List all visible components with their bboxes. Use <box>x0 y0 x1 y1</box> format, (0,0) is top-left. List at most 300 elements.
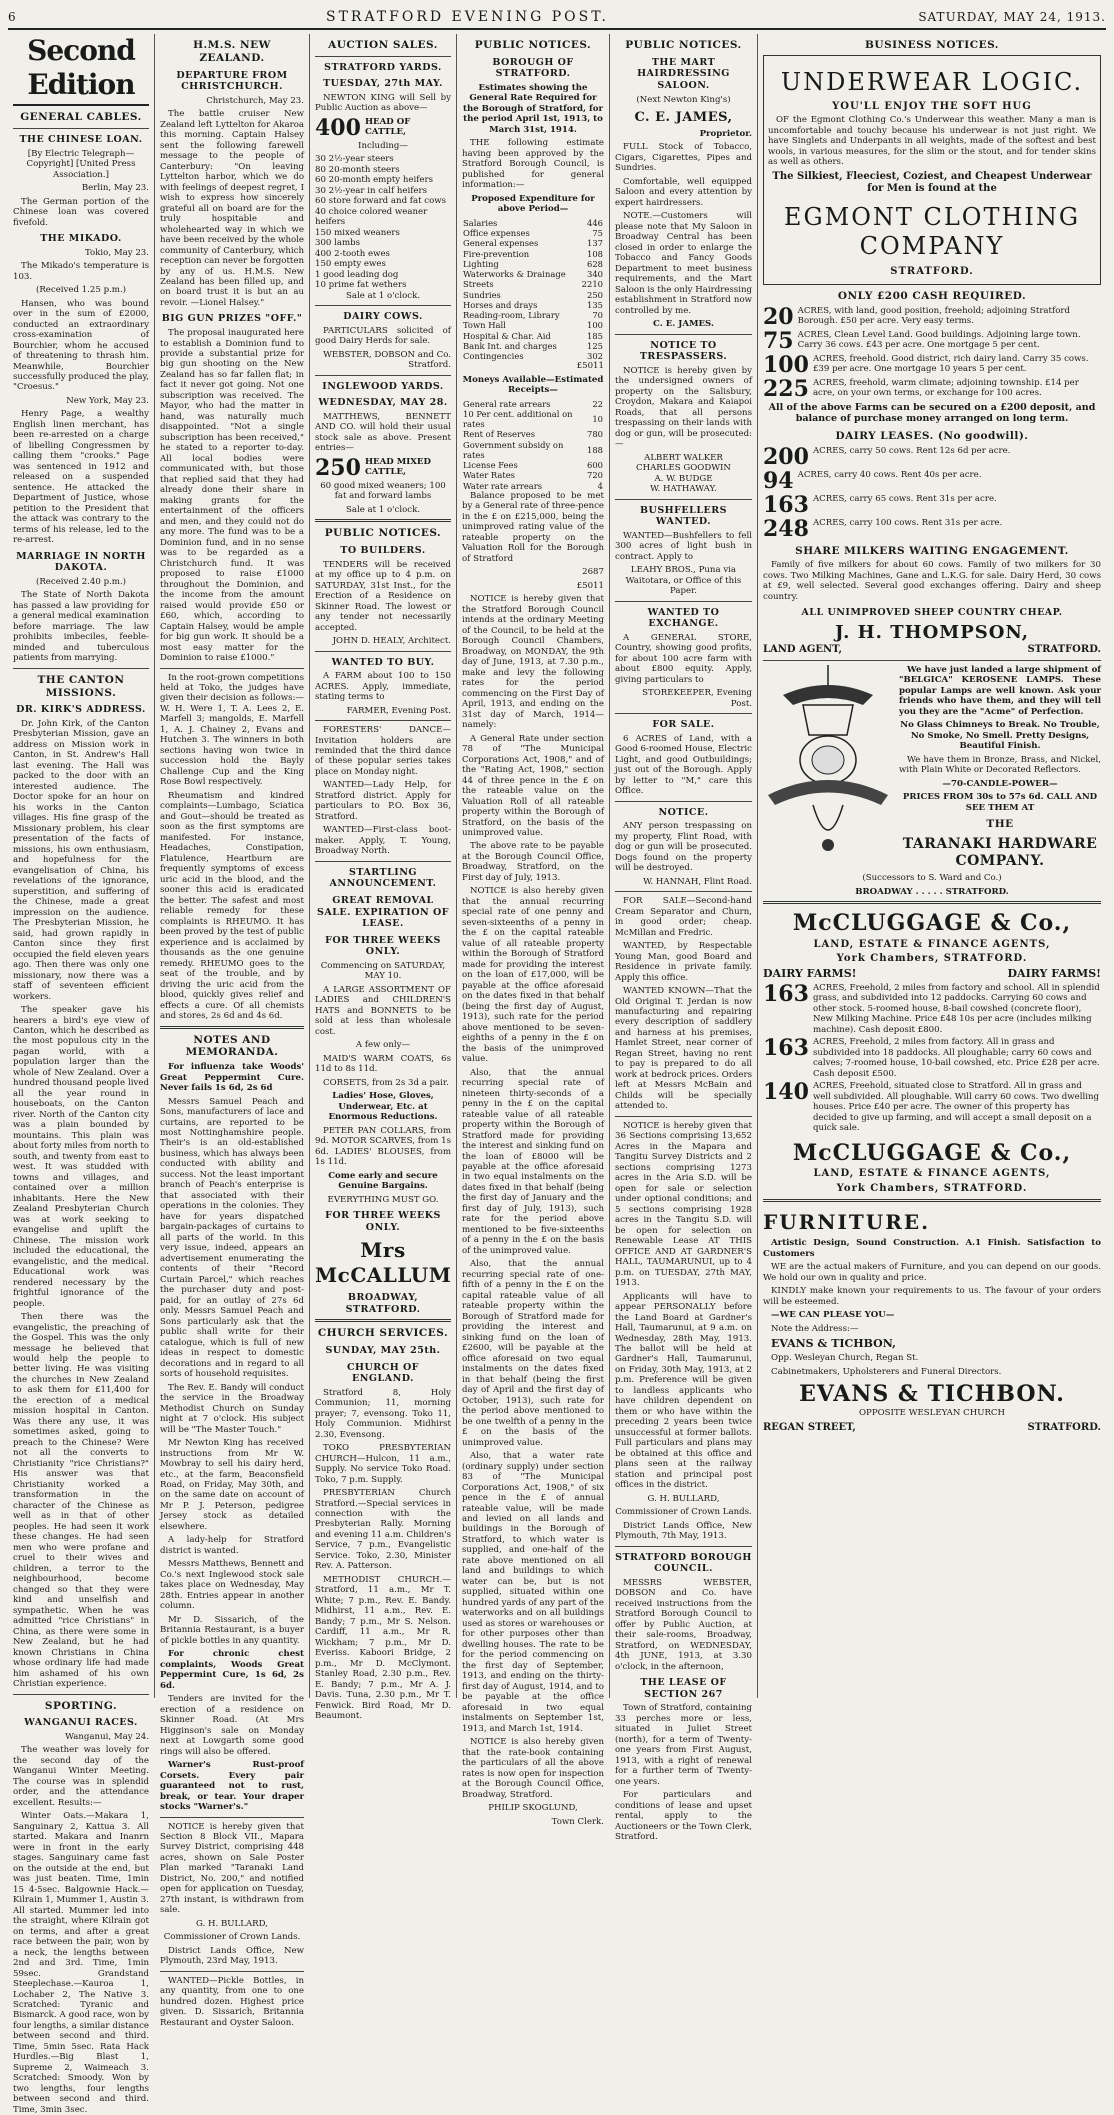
mccluggage-farms <box>763 980 1101 1134</box>
only-cash-heading: ONLY £200 CASH REQUIRED. <box>837 289 1027 302</box>
starting-heading: STARTLING ANNOUNCEMENT. <box>329 866 437 890</box>
receipts-table <box>462 399 604 491</box>
listing-text: ACRES, Freehold, situated close to Stratford. All in grass and well subdivided. All ploughable. Will carry 60 cows. Two dwelling houses. Price £40 per acre. The owner of this property has decided to give up farming, and will accept a small deposit on a quick sale. <box>812 1081 1100 1134</box>
dairy-farms-right: DAIRY FARMS! <box>1007 967 1101 981</box>
yards-heading: STRATFORD YARDS. <box>324 61 442 73</box>
row-amount: 302 <box>587 351 603 362</box>
balance-value: 2687 <box>582 567 604 578</box>
public-notices-heading-2: PUBLIC NOTICES. <box>474 39 592 51</box>
row-amount: 185 <box>587 330 603 341</box>
hms-text: The battle cruiser New Zealand left Lyttelton for Akaroa this morning. Captain Halsey sent the following farewell message to the people of Canterbury: "On leaving Lyttelton harbor, which we do with feelings of deepest regret, I wish to express how sincerely grateful all on board are for the truly hospitable and wholehearted way in which we have been received by the whole community of Canterbury, which reception can never be forgotten by any of us. H.M.S. New Zealand has been filled up, and on board trust it is but an au revoir. —Lionel Halsey." <box>160 109 304 308</box>
thompson-location: STRATFORD. <box>1027 643 1101 655</box>
notes-p3: The Rev. E. Bandy will conduct the service in the Broadway Methodist Church on Sunday night at 7 o'clock. His subject will be "The Master Touch." <box>160 1382 304 1435</box>
mccallum-name: Mrs McCALLUM <box>315 1238 452 1287</box>
separator-ad: FOR SALE—Second-hand Cream Separator and Churn, in good order; cheap. McMillan and Fredric. <box>615 896 752 938</box>
row-amount: 628 <box>587 258 603 269</box>
all-unimproved: ALL UNIMPROVED SHEEP COUNTRY CHEAP. <box>801 607 1063 619</box>
sections-notice: NOTICE is hereby given that 36 Sections comprising 13,652 Acres in the Mapara and Tangitu Survey Districts and 2 sections comprising 1273 acres in the Aria S.D. will be open for sale or selection under optional conditions; and 5 sections comprising 1928 acres in the Tangitu S.D. will be open for selection on Renewable Lease AT THIS OFFICE AND AT GARDNER'S HALL, TAUMARUNUI, up to 4 p.m. on TUESDAY, 27th MAY, 1913. <box>615 1120 752 1289</box>
dairy-farms-left: DAIRY FARMS! <box>763 967 857 981</box>
including-label: Including— <box>358 140 408 151</box>
mccluggage-sub-2: LAND, ESTATE & FINANCE AGENTS, <box>813 1168 1051 1180</box>
comfortable: Comfortable, well equipped Saloon and every attention by expert hairdressers. <box>615 176 752 208</box>
owner-name: A. W. BUDGE <box>654 473 713 484</box>
table-row <box>462 460 604 470</box>
builders-heading: TO BUILDERS. <box>340 545 426 557</box>
stock-item: 1 good leading dog <box>315 269 399 280</box>
bushfellers-heading: BUSHFELLERS WANTED. <box>640 504 727 528</box>
row-label: General expenses <box>463 238 539 249</box>
storekeeper-sig: STOREKEEPER, Evening Post. <box>642 688 752 709</box>
opp-wesleyan: Opp. Wesleyan Church, Regan St. <box>771 1353 919 1364</box>
auction-heading: AUCTION SALES. <box>328 39 438 51</box>
masthead <box>8 6 1106 30</box>
artistic: Artistic Design, Sound Construction. A.1 Finish. Satisfaction to Customers <box>763 1238 1101 1259</box>
notice-text: ANY person trespassing on my property, Flint Road, with dog or gun will be prosecuted. Dogs found on the property will be destroyed. <box>615 821 752 874</box>
leases-list <box>763 443 1101 542</box>
table-row <box>462 481 604 491</box>
dairy-cows-heading: DAIRY COWS. <box>343 311 423 323</box>
notice-p7: Also, that a water rate (ordinary supply) under section 83 of "The Municipal Corporations Act, 1908," of six pence in the £ of annual rateable value, will be made and levied on all lands and buildings in the Borough of Stratford, to which water is supplied, and one-half of the rate above mentioned on all land and buildings to which water can be, but is not supplied, situated within one hundred yards of any part of the waterworks and on all buildings used as stores or warehouses or for other purposes other than dwelling houses. The rate to be for the period commencing on the first day of September, 1913, and ending on the thirty-first day of August, 1914, and to be payable at the office aforesaid in two equal instalments on September 1st, 1913, and March 1st, 1914. <box>462 1451 604 1734</box>
candle-power: —70-CANDLE-POWER— <box>942 778 1058 789</box>
presb-text: PRESBYTERIAN Church Stratford.—Special services in connection with the Presbyterian Rally. Morning and evening 11 a.m. Children's Service, 7 p.m., Evangelistic Service. Toko, 2.30, Minister Rev. A. Patterson. <box>315 1488 451 1572</box>
mccluggage-name: McCLUGGAGE & Co., <box>792 910 1072 937</box>
row-label: Bank Int. and charges <box>463 340 557 351</box>
underwear-title: UNDERWEAR LOGIC. <box>780 67 1084 96</box>
table-row <box>462 341 604 351</box>
farms-list <box>763 303 1101 402</box>
row-amount: 100 <box>587 320 603 331</box>
exp-total: £5011 <box>576 361 604 372</box>
row-label: Water Rates <box>463 470 515 481</box>
young-man-ad: WANTED, by Respectable Young Man, good Board and Residence in private family. Apply this office. <box>615 941 752 983</box>
notes-p1: For influenza take Woods' Great Peppermint Cure. Never fails 1s 6d, 2s 6d <box>160 1062 304 1094</box>
show-text: In the root-grown competitions held at Toko, the judges have given their decision as follows:—W. H. Were 1, T. A. Lees 2, E. Marfell 3; mangolds, E. Marfell 1, A. J. Chainey 2, Evans and Hutchen 3. The winners in both sections having won twice in succession hold the Bayly Challenge Cup and the King Rose Bowl respectively. <box>160 672 304 788</box>
table-row <box>462 279 604 289</box>
column-1 <box>8 34 155 2115</box>
town-clerk: Town Clerk. <box>551 1816 604 1827</box>
egmont-ad <box>763 55 1101 285</box>
withdrawal-sig: G. H. BULLARD, <box>196 1918 268 1929</box>
hms-subheading: DEPARTURE FROM CHRISTCHURCH. <box>176 69 288 93</box>
table-row <box>462 409 604 430</box>
row-label: Horses and drays <box>463 299 538 310</box>
following-text: THE following estimate having been approved by the Stratford Borough Council, is published for general information:— <box>462 138 604 191</box>
table-row <box>462 429 604 439</box>
lease-heading: THE LEASE OF SECTION 267 <box>640 1677 727 1700</box>
listing-text: ACRES, carry 50 cows. Rent 12s 6d per acre. <box>812 445 1011 456</box>
successors: (Successors to S. Ward and Co.) <box>862 873 1002 884</box>
acreage: 163 <box>763 1035 809 1062</box>
farmer-sig: FARMER, Evening Post. <box>346 705 451 716</box>
hannah-sig: W. HANNAH, Flint Road. <box>643 876 752 887</box>
listing-text: ACRES, Freehold, 2 miles from factory and school. All in splendid grass, and subdivided into 12 paddocks. Carrying 60 cows and other stock. 5-roomed house, 8-bail cowshed (concrete floor), New Milking Machine. Price £48 10s per acre (includes milking machine). Cash deposit £800. <box>812 982 1100 1035</box>
kirk-para-2: The speaker gave his hearers a bird's eye view of Canton, which he described as the most populous city in the pagan world, with a population larger than the whole of New Zealand. Over a hundred thousand people lived all the year round in houseboats, on the Canton river. North of the Canton city was a plain bounded by mountains. This plain was about forty miles from north to south, and twenty from east to west. It was studded with towns and villages, and contained over a million inhabitants. Here the New Zealand Presbyterian Church was at work seeking to evangelise and uplift the Chinese. The mission work included the educational, the evangelistic, and the medical. Educational work was rendered necessary by the frightful ignorance of the people. <box>13 1005 149 1309</box>
table-row <box>462 440 604 461</box>
commencing: Commencing on SATURDAY, MAY 10. <box>320 960 446 982</box>
notice-p3: The above rate to be payable at the Borough Council Office, Broadway, Stratford, on the First day of July, 1913. <box>462 841 604 883</box>
acreage: 163 <box>763 491 809 518</box>
dairy-cows-text: PARTICULARS solicited of good Dairy Herds for sale. <box>315 325 451 347</box>
stock-item: 60 store forward and fat cows <box>315 196 447 207</box>
acreage: 94 <box>763 467 794 494</box>
meth-text: METHODIST CHURCH.—Stratford, 11 a.m., Mr T. White; 7 p.m., Rev. E. Bandy. Midhirst, 11 a.m., Rev. E. Bandy; 7 p.m., Mr S. Nelson. Cardiff, 11 a.m., Mr R. Wickham; 7 p.m., Mr D. Everiss. Kaboori Bridge, 2 p.m., Mr D. McClymont. Stanley Road, 2.30 p.m., Rev. E. Bandy; 7 p.m., Mr A. J. Davis. Tuna, 2.30 p.m., Mr T. Fenwick. Bird Road, Mr D. Beaumont. <box>315 1574 451 1722</box>
stock-item: 30 2½-year in calf heifers <box>315 185 428 196</box>
foresters-ad: FORESTERS' DANCE—Invitation holders are reminded that the third dance of these popular series takes place on Monday night. <box>315 725 451 777</box>
we-can-please: —WE CAN PLEASE YOU— <box>771 1310 895 1321</box>
table-row <box>462 218 604 228</box>
james-name: C. E. JAMES, <box>634 110 733 126</box>
withdrawal-sig-3: District Lands Office, New Plymouth, 23rd May, 1913. <box>160 1945 304 1967</box>
table-row <box>462 249 604 259</box>
column-6 <box>758 34 1106 1698</box>
lease-text-2: For particulars and conditions of lease and upset rental, apply to the Auctioneers or the Town Clerk, Stratford. <box>615 1790 752 1843</box>
acreage: 75 <box>763 327 794 354</box>
loan-text: The German portion of the Chinese loan was covered fivefold. <box>13 196 149 228</box>
general-cables-heading: GENERAL CABLES. <box>20 111 142 124</box>
assortment: A LARGE ASSORTMENT OF LADIES and CHILDREN'S HATS and BONNETS to be sold at less than wholesale cost. <box>315 984 451 1037</box>
share-milkers-heading: SHARE MILKERS WAITING ENGAGEMENT. <box>795 544 1069 557</box>
acreage: 248 <box>763 515 809 542</box>
mixed-label: HEAD MIXED CATTLE, <box>364 456 431 478</box>
york-chambers: York Chambers, STRATFORD. <box>836 953 1028 965</box>
notice-p4: NOTICE is also hereby given that the annual recurring special rate of one penny and seven-sixteenths of a penny in the £ on the capital rateable value of all rateable property within the Borough of Stratford made for providing the interest on the loan of £17,000, will be payable at the office aforesaid on the dates fixed in that behalf (being the first day of August, 1913), such rate for the period above mentioned to be seven-eighths of a penny in the £ on the basis of the unimproved value. <box>462 886 604 1065</box>
list-item <box>763 491 1101 518</box>
acreage: 100 <box>763 351 809 378</box>
stock-item: 40 choice colored weaner heifers <box>315 206 428 228</box>
row-amount: 250 <box>587 289 603 300</box>
come-early: Come early and secure Genuine Bargains. <box>328 1170 438 1192</box>
coats: MAID'S WARM COATS, 6s 11d to 8s 11d. <box>315 1053 451 1075</box>
row-amount: 2210 <box>581 279 603 290</box>
stock-item: 10 prime fat wethers <box>315 280 407 291</box>
notes-heading: NOTES AND MEMORANDA. <box>185 1033 279 1059</box>
bullard-sig-3: District Lands Office, New Plymouth, 7th May, 1913. <box>615 1520 752 1542</box>
notice-p8: NOTICE is also hereby given that the rate-book containing the particulars of all the above rates is now open for inspection at the Borough Council Office, Broadway, Stratford. <box>462 1737 604 1800</box>
row-amount: 340 <box>587 269 603 280</box>
evans-footer <box>763 1422 1101 1434</box>
taranaki-name: TARANAKI HARDWARE COMPANY. <box>902 836 1098 870</box>
notes-p9: Tenders are invited for the erection of a residence on Skinner Road. (At Mrs Higginson's sale on Monday next at Lowgarth some good rings will also be offered. <box>160 1694 304 1757</box>
row-amount: 720 <box>587 470 603 481</box>
borough-heading: BOROUGH OF STRATFORD. <box>492 56 574 80</box>
row-amount: 600 <box>587 460 603 471</box>
kirk-heading: DR. KIRK'S ADDRESS. <box>16 704 146 716</box>
newspaper-title: STRATFORD EVENING POST. <box>325 9 609 25</box>
mixed-number: 250 <box>315 454 361 481</box>
row-amount: 70 <box>592 310 603 321</box>
moneys-heading: Moneys Available—Estimated Receipts— <box>462 374 604 396</box>
bushfellers-text: WANTED—Bushfellers to fell 300 acres of light bush in contract. Apply to <box>615 530 752 562</box>
loan-credit: [By Electric Telegraph—Copyright] [United Press Association.] <box>26 148 136 180</box>
edition-heading: Second Edition <box>13 34 149 106</box>
row-amount: 22 <box>592 398 603 409</box>
list-item <box>763 467 1101 494</box>
for-sale-heading: FOR SALE. <box>652 719 715 731</box>
wanganui-heading: WANGANUI RACES. <box>24 1717 138 1729</box>
sale-time-2: Sale at 1 o'clock. <box>345 504 421 515</box>
kindly: KINDLY make known your requirements to us. The favour of your orders will be esteemed. <box>763 1286 1101 1307</box>
trespassers-heading: NOTICE TO TRESPASSERS. <box>639 339 728 363</box>
gun-text: The proposal inaugurated here to establish a Dominion fund to provide a substantial prize for big gun shooting on the New Zealand has so far fallen flat; in fact it never got going. Not one subscription was received. The Mayor, who had the matter in hand, was naturally much disappointed. "Not a single subscription has been received," he stated to a reporter to-day. All local bodies were communicated with, but those that replied said that they had already done their share in making grants for the entertainment of the officers and men, and they could not do any more. The fund was to be a Dominion fund, and in no sense was to be regarded as a Christchurch fund. It was proposed to raise £1000 throughout the Dominion, and the income from the amount raised would provide £50 or £60, which, according to Captain Halsey, would be ample for big gun work. It should be a most easy matter for the Dominion to raise £1000." <box>160 328 304 664</box>
row-amount: 10 <box>592 414 603 425</box>
all-above: All of the above Farms can be secured on a £200 deposit, and balance of purchase money arranged on long term. <box>768 401 1096 425</box>
thompson-name: J. H. THOMPSON, <box>835 621 1029 643</box>
nd-heading: MARRIAGE IN NORTH DAKOTA. <box>16 550 146 574</box>
row-label: Waterworks & Drainage <box>463 269 566 280</box>
dairy-leases-heading: DAIRY LEASES. (No goodwill). <box>835 429 1029 442</box>
mccluggage-name-2: McCLUGGAGE & Co., <box>792 1139 1072 1166</box>
broadway-location: BROADWAY . . . . . STRATFORD. <box>855 886 1009 897</box>
sbc-heading: STRATFORD BOROUGH COUNCIL. <box>615 1551 752 1575</box>
row-amount: 75 <box>592 228 603 239</box>
jerdan-ad: WANTED KNOWN—That the Old Original T. Jerdan is now manufacturing and repairing every description of saddlery and harness at his premises, Hamlet Street, near corner of Regan Street, having no rent to pay is prepared to do all work at bedrock prices. Orders left at Messrs McBain and Childs will be specially attended to. <box>615 986 752 1112</box>
row-label: Government subsidy on rates <box>463 439 564 460</box>
ladyhelp-ad: WANTED—Lady Help, for Stratford district. Apply for particulars to P.O. Box 36, Stratford. <box>315 780 451 822</box>
column-5 <box>610 34 758 1843</box>
mb-text: MATTHEWS, BENNETT AND CO. will hold their usual stock sale as above. Present entries— <box>315 411 451 454</box>
stock-item: 400 2-tooth ewes <box>315 248 390 259</box>
share-milkers-text: Family of five milkers for about 60 cows. Family of two milkers for 30 cows. Two Milking Machines, Gane and L.K.G. for sale. Dairy Herd, 30 cows at £9, well selected. Several good exchanges offering. Dairy and sheep country. <box>763 560 1101 602</box>
listing-text: ACRES, with land, good position, freehold; adjoining Stratford Borough. £50 per acre. Very easy terms. <box>797 305 1070 327</box>
regan-street: REGAN STREET, <box>763 1421 856 1433</box>
list-item <box>763 351 1101 378</box>
bullard-sig-2: Commissioner of Crown Lands. <box>615 1507 752 1518</box>
sporting-heading: SPORTING. <box>44 1699 118 1712</box>
list-item <box>763 515 1101 542</box>
wtb-heading: WANTED TO BUY. <box>331 656 435 668</box>
evans-big: EVANS & TICHBON. <box>799 1381 1065 1408</box>
note-address: Note the Address:— <box>771 1323 859 1334</box>
loan-heading: THE CHINESE LOAN. <box>19 134 143 146</box>
notes-p8: For chronic chest complaints, Woods Great Peppermint Cure, 1s 6d, 2s 6d. <box>160 1649 304 1691</box>
stock-item: 150 mixed weaners <box>315 227 400 238</box>
ny-dateline: New York, May 23. <box>66 395 149 406</box>
healy-sig: JOHN D. HEALY, Architect. <box>332 636 451 647</box>
gun-heading: BIG GUN PRIZES "OFF." <box>161 313 303 325</box>
mikado-heading: THE MIKADO. <box>40 233 122 245</box>
acreage: 20 <box>763 303 794 330</box>
inglewood-date: WEDNESDAY, MAY 28. <box>318 397 448 409</box>
coe-text: Stratford 8, Holy Communion; 11, morning prayer; 7, evensong. Toko 11, Holy Communion. Midhirst 2.30, Evensong. <box>315 1387 451 1440</box>
hms-dateline: Christchurch, May 23. <box>206 95 304 106</box>
notice-p5: Also, that the annual recurring special rate of nineteen thirty-seconds of a penny in the £ on the capital rateable value of all rateable property within the Borough of Stratford made for providing the interest and sinking fund on the loan of £8000 will be payable at the office aforesaid in two equal instalments on the dates fixed in that behalf (being the first day of January and the first day of July, 1913), such rate for the period above mentioned to be five-sixteenths of a penny in the £ on the basis of the unimproved value. <box>462 1067 604 1256</box>
mccluggage-sub: LAND, ESTATE & FINANCE AGENTS, <box>813 939 1051 951</box>
lamp-finish: We have them in Bronze, Brass, and Nickel, with Plain White or Decorated Reflectors. <box>899 754 1101 776</box>
canton-heading: THE CANTON MISSIONS. <box>37 673 125 699</box>
row-amount: 780 <box>587 429 603 440</box>
table-row <box>462 320 604 330</box>
bullard-sig: G. H. BULLARD, <box>647 1493 720 1504</box>
land-agent: LAND AGENT, <box>763 643 842 655</box>
row-label: Contingencies <box>463 351 524 362</box>
table-row <box>462 399 604 409</box>
removal-heading: GREAT REMOVAL SALE. EXPIRATION OF LEASE. <box>316 894 449 930</box>
york-chambers-2: York Chambers, STRATFORD. <box>836 1182 1028 1194</box>
public-notices-heading-3: PUBLIC NOTICES. <box>625 39 742 51</box>
row-label: Salaries <box>463 217 498 228</box>
row-label: Rent of Reserves <box>463 429 535 440</box>
list-item <box>763 443 1101 470</box>
notice-p6: Also, that the annual recurring special rate of one-fifth of a penny in the £ on the capital rateable value of all rateable property within the Borough of Stratford made for providing the interest and sinking fund on the loan of £2600, will be payable at the office aforesaid on two equal instalments on the dates fixed in that behalf (being the first day of April and the first day of October, 1913), such rate for the period above mentioned to be one twelfth of a penny in the £ on the basis of the unimproved value. <box>462 1259 604 1448</box>
builders-text: TENDERS will be received at my office up to 4 p.m. on SATURDAY, 31st Inst., for the Erection of a Residence on Skinner Road. The lowest or any tender not necessarily accepted. <box>315 559 451 633</box>
acreage: 200 <box>763 443 809 470</box>
mikado-dateline: Tokio, May 23. <box>84 247 149 258</box>
table-row <box>462 470 604 480</box>
notes-p2: Messrs Samuel Peach and Sons, manufacturers of lace and curtains, are reported to be most Nottinghamshire people. Their's is an old-established business, which has always been conducted with ability and success. Not the least important branch of Peach's enterprise is that associated with their operations in the colonies. They have for years dispatched bargain-packages of curtains to all parts of the world. In this very issue, indeed, appears an advertisement enumerating the contents of their "Record Curtain Parcel," which reaches the purchaser duty and post-paid, for an outlay of 27s 6d only. Messrs Samuel Peach and Sons particularly ask that the public shall write for their catalogue, which is full of new ideas in respect to domestic decorations and in regard to all sorts of household requisites. <box>160 1096 304 1380</box>
sbc-text: MESSRS WEBSTER, DOBSON and Co. have received instructions from the Stratford Borough Council to offer by Public Auction, at their sale-rooms, Broadway, Stratford, on WEDNESDAY, 4th JUNE, 1913, at 3.30 o'clock, in the afternoon, <box>615 1577 752 1672</box>
expenditure-heading: Proposed Expenditure for above Period— <box>471 193 595 215</box>
public-notices-heading: PUBLIC NOTICES. <box>324 527 442 540</box>
listing-text: ACRES, carry 65 cows. Rent 31s per acre. <box>812 493 997 504</box>
list-item <box>763 375 1101 402</box>
listing-text: ACRES, freehold. Good district, rich dairy land. Carry 35 cows. £39 per acre. One mortgage 10 years 5 per cent. <box>812 353 1089 375</box>
the-label: THE <box>986 818 1014 831</box>
issue-date: SATURDAY, MAY 24, 1913. <box>918 10 1106 24</box>
loan-dateline: Berlin, May 23. <box>81 183 149 194</box>
notes-p5: A lady-help for Stratford district is wanted. <box>160 1535 304 1556</box>
lamp-illustration <box>763 665 893 865</box>
listing-text: ACRES, Clean Level Land. Good buildings. Adjoining large town. Carry 36 cows. £43 per acre. One mortgage 5 per cent. <box>797 329 1081 351</box>
stock-item: 60 20-month empty heifers <box>315 175 434 186</box>
list-item <box>763 1081 1101 1133</box>
listing-text: ACRES, carry 40 cows. Rent 40s per acre. <box>797 469 982 480</box>
row-amount: 108 <box>587 248 603 259</box>
row-label: 10 Per cent. additional on rates <box>463 408 573 430</box>
listing-text: ACRES, Freehold, 2 miles from factory. All in grass and subdivided into 18 paddocks. All ploughable; carry 60 cows and calves; 7-roomed house, 10-bail cowshed, etc. Price £28 per acre. Cash deposit £500. <box>812 1037 1100 1079</box>
withdrawal-sig-2: Commissioner of Crown Lands. <box>163 1932 301 1943</box>
column-4 <box>457 34 610 1827</box>
for-sale-text: 6 ACRES of Land, with a Good 6-roomed House, Electric Light, and good Outbuildings; just out of the Borough. Apply by letter to "M," care this Office. <box>615 733 752 797</box>
acreage: 140 <box>763 1079 809 1106</box>
skoglund-sig: PHILIP SKOGLUND, <box>488 1803 578 1814</box>
owner-name: ALBERT WALKER <box>644 452 723 463</box>
row-amount: 125 <box>587 340 603 351</box>
sale-time: Sale at 1 o'clock. <box>345 290 421 301</box>
acreage: 163 <box>763 980 809 1007</box>
nd-text: The State of North Dakota has passed a law providing for a general medical examination before marriage. The law prohibits imbeciles, feeble-minded and tuberculous patients from marrying. <box>13 590 149 664</box>
stock-item: 150 empty ewes <box>315 259 386 270</box>
row-label: Office expenses <box>463 228 530 239</box>
leahy-sig: LEAHY BROS., Puna via Waitotara, or Office of this Paper. <box>625 565 742 597</box>
thompson-footer <box>763 644 1101 656</box>
corsets: CORSETS, from 2s 3d a pair. <box>323 1077 449 1088</box>
wanganui-text: The weather was lovely for the second day of the Wanganui Winter Meeting. The course was in splendid order, and the attendance excellent. Results:— <box>13 1745 149 1808</box>
listing-text: ACRES, carry 100 cows. Rent 31s per acre. <box>812 517 1003 528</box>
ny-text: Henry Page, a wealthy English linen merchant, has been re-arrested on a charge of libelling Congressmen by calling them "crooks." Page was sentenced in 1912 and released on a suspended sentence. He attacked the Department of Justice, whose petition to the President that the attack was contrary to the terms of his release, led to the re-arrest. <box>13 409 149 546</box>
proprietor: Proprietor. <box>699 128 752 139</box>
owner-name: W. HATHAWAY. <box>650 484 717 495</box>
cattle-count <box>315 114 451 141</box>
evans-location: STRATFORD. <box>1027 1421 1101 1433</box>
nd-received: (Received 2.40 p.m.) <box>35 576 127 587</box>
row-label: Water rate arrears <box>463 480 543 491</box>
webster-sig: WEBSTER, DOBSON and Co. Stratford. <box>323 349 451 371</box>
rheumo-text: Rheumatism and kindred complaints—Lumbago, Sciatica and Gout—should be treated as soon as the first symptoms are manifested. For instance, Headaches, Constipation, Flatulence, Heartburn are frequently symptoms of excess uric acid in the blood, and the sooner this acid is eradicated the better. The safest and most reliable remedy for these complaints is RHEUMO. It has been proved by the test of public experience and is acclaimed by thousands as the one genuine remedy. RHEUMO goes to the seat of the trouble, and by driving the uric acid from the blood, quickly gives relief and effects a cure. Of all chemists and stores, 2s 6d and 4s 6d. <box>160 790 304 1022</box>
row-label: Lighting <box>463 258 499 269</box>
collars: PETER PAN COLLARS, from 9d. MOTOR SCARVES, from 1s 6d. LADIES' BLOUSES, from 1s 11d. <box>315 1125 451 1168</box>
row-label: Sundries <box>463 289 501 300</box>
wanganui-dateline: Wanganui, May 24. <box>65 1731 149 1742</box>
race-results: Winter Oats.—Makara 1, Sanguinary 2, Kattua 3. All started. Makara and Inanrn were in front in the early stages. Sanguinary came fast on the outside at the end, but was just beaten. Time, 1min 15 4-5sec. Balgownie Hack.—Kilrain 1, Mummer 1, Austin 3. All started. Mummer led into the straight, where Kilrain got on terms, and after a great race between the pair, won by a neck, the lengths between 2nd and 3rd. Time, 1min 59sec. Grandstand Steeplechase.—Kauroa 1, Lochaber 2, The Native 3. Scratched: Tyranic and Bismarck. A good race, won by four lengths, a similar distance between second and third. Time, 5min 5sec. Rata Hack Hurdles.—Big Blast 1, Supreme 2, Waimeach 3. Scratched: Smoody. Won by two lengths, four lengths between second and third. Time, 3min 3sec. <box>13 1811 149 2115</box>
table-row <box>462 228 604 238</box>
table-row <box>462 269 604 279</box>
row-amount: 135 <box>587 299 603 310</box>
mixed-cattle-count <box>315 454 451 481</box>
hansen-text: Hansen, who was bound over in the sum of £2000, conducted an extraordinary cross-examination of Bourchier, whom he accused of threatening to thrash him. Meanwhile, Bourchier successfully produced the play, "Croesus." <box>13 298 149 393</box>
hms-heading: H.M.S. NEW ZEALAND. <box>193 39 271 64</box>
james-sig: C. E. JAMES. <box>653 319 714 330</box>
mccallum-address: BROADWAY, STRATFORD. <box>345 1291 421 1315</box>
table-row <box>462 290 604 300</box>
yards-date: TUESDAY, 27th MAY. <box>323 78 443 90</box>
page-number: 6 <box>8 10 17 24</box>
lamp-text: We have just landed a large shipment of "BELGICA" KEROSENE LAMPS. These popular Lamps are well known. Ask your friends who have them, and they will tell you they are the "Acme" of Perfection. <box>899 664 1101 717</box>
three-weeks-2: FOR THREE WEEKS ONLY. <box>325 1210 441 1233</box>
row-amount: 137 <box>587 238 603 249</box>
hose: Ladies' Hose, Gloves, Underwear, Etc. at Enormous Reductions. <box>328 1091 438 1123</box>
business-notices-heading: BUSINESS NOTICES. <box>865 39 999 51</box>
row-label: Fire-prevention <box>463 248 530 259</box>
lease-text: Town of Stratford, containing 33 perches more or less, situated in Juliet Street (north), for a term of Twenty-one years from First August, 1913, with a right of renewal for a further term of Twenty-one years. <box>615 1703 752 1787</box>
egmont-name: EGMONT CLOTHING COMPANY <box>783 203 1081 261</box>
listing-text: ACRES, freehold, warm climate; adjoining township. £14 per acre, on your own terms, or exchange for 100 acres. <box>812 377 1079 399</box>
row-label: License Fees <box>463 460 518 471</box>
notes-p6: Messrs Matthews, Bennett and Co.'s next Inglewood stock sale takes place on Wednesday, May 28th. Entries appear in another column. <box>160 1559 304 1612</box>
owner-list <box>615 453 752 495</box>
trespassers-text: NOTICE is hereby given by the undersigned owners of property on the Salisbury, Croydon, Makara and Kaiapoi Roads, that all persons trespassing on their lands with dog or gun, will be prosecuted:— <box>615 365 752 450</box>
row-label: Reading-room, Library <box>463 310 560 321</box>
owner-name: CHARLES GOODWIN <box>636 463 731 474</box>
few-only: A few only— <box>355 1040 411 1051</box>
mikado-text: The Mikado's temperature is 103. <box>13 261 149 282</box>
notice-p1: NOTICE is hereby given that the Stratford Borough Council intends at the ordinary Meeting of the Council, to be held at the Borough Council Chambers, Broadway, on MONDAY, the 9th day of June, 1913, at 7.30 p.m., make and levy the following rates for the period commencing on the First Day of April, 1913, and ending on the 31st day of March, 1914—namely: <box>462 594 604 731</box>
pickle-ad: WANTED—Pickle Bottles, in any quantity, from one to one hundred dozen. Highest price given. D. Sissarich, Britannia Restaurant and Oyster Saloon. <box>160 1975 304 2028</box>
lamp-price: PRICES FROM 30s to 57s 6d. CALL AND SEE THEM AT <box>902 792 1098 813</box>
row-amount: 4 <box>597 480 603 491</box>
cattle-label: HEAD OF CATTLE, <box>364 116 411 138</box>
kirk-para-3: Then there was the evangelistic, the preaching of the Gospel. This was the only message he believed that would help the people to better living. He was visiting the churches in New Zealand to ask them for £11,400 for the erection of a medical mission hospital in Canton. Was there any use, it was sometimes asked, going to preach to the Chinese? Were not all the converts to Christianity "rice Christians?" His answer was that Christianity worked a transformation in the character of the Chinese as well as in that of other peoples. He had seen it work these changes. He had seen men who were profane and cruel to their wives and children, a terror to the neighbourhood, become changed so that they were kind and unselfish and sympathetic. When he was admitted "rice Christians" in China, as there were some in New Zealand, but he had known Christians in China whose ordinary life had made him ashamed of his own Christian experience. <box>13 1312 149 1690</box>
column-3 <box>310 34 457 1722</box>
lamp-ad <box>763 665 1101 897</box>
notice-p2: A General Rate under section 78 of "The Municipal Corporations Act, 1908," and of the "Rating Act, 1908," section 44 of three pence in the £ on the rateable value on the Valuation Roll of all rateable property within the Borough of Stratford, on the basis of the unimproved value. <box>462 733 604 838</box>
rec-total: £5011 <box>576 580 604 591</box>
list-item <box>763 1037 1101 1079</box>
inglewood-heading: INGLEWOOD YARDS. <box>322 380 444 392</box>
egmont-text: OF the Egmont Clothing Co.'s Underwear this weather. Many a man is uncomfortable and touchy because his underwear is not just right. We have Singlets and Underpants in all weights, made of the softest and best wools, in various measures, for the slim or the stout, and for tender skins as well as others. <box>768 115 1096 168</box>
silkiest: The Silkiest, Fleeciest, Coziest, and Cheapest Underwear for Men is found at the <box>772 170 1092 194</box>
kirk-para-1: Dr. John Kirk, of the Canton Presbyterian Mission, gave an address on Mission work in Canton, in St. Andrew's Hall last evening. The Hall was packed to the door with an interested audience. The Doctor spoke for an hour on his works in the Canton villages. His fine grasp of the Missionary problem, his clear presentation of the facts of missions, his own enthusiasm, and hopefulness for the evangelisation of China, his revelations of the ignorance, superstition, and suffering of the Chinese, made a great impression on the audience. The Presbyterian Mission, he said, had grown rapidly in Canton since they first occupied the field eleven years ago. Then there was only one missionary, now there was a staff of seventeen efficient workers. <box>13 718 149 1002</box>
list-item <box>763 980 1101 1035</box>
stock-item: 80 20-month steers <box>315 164 400 175</box>
next-to: (Next Newton King's) <box>636 94 731 105</box>
egmont-location: STRATFORD. <box>890 265 974 277</box>
dairy-farms-row <box>763 967 1101 980</box>
expenditure-table <box>462 218 604 362</box>
row-amount: 188 <box>587 444 603 455</box>
toko-text: TOKO PRESBYTERIAN CHURCH—Hulcon, 11 a.m., Supply. No service Toko Road. Toko, 7 p.m. Supply. <box>315 1443 451 1485</box>
furniture-text: WE are the actual makers of Furniture, and you can depend on our goods. We hold our own in quality and price. <box>763 1262 1101 1283</box>
opposite-church: OPPOSITE WESLEYAN CHURCH <box>859 1408 1005 1419</box>
row-label: Streets <box>463 279 494 290</box>
received-line: (Received 1.25 p.m.) <box>35 285 127 296</box>
columns <box>8 34 1106 2115</box>
exchange-heading: WANTED TO EXCHANGE. <box>647 606 720 630</box>
lamp-features: No Glass Chimneys to Break. No Trouble, No Smoke, No Smell. Pretty Designs, Beautiful Finish. <box>900 720 1100 752</box>
notice-heading: NOTICE. <box>658 806 709 818</box>
stock-list <box>315 154 451 290</box>
table-row <box>462 331 604 341</box>
list-item <box>763 327 1101 354</box>
